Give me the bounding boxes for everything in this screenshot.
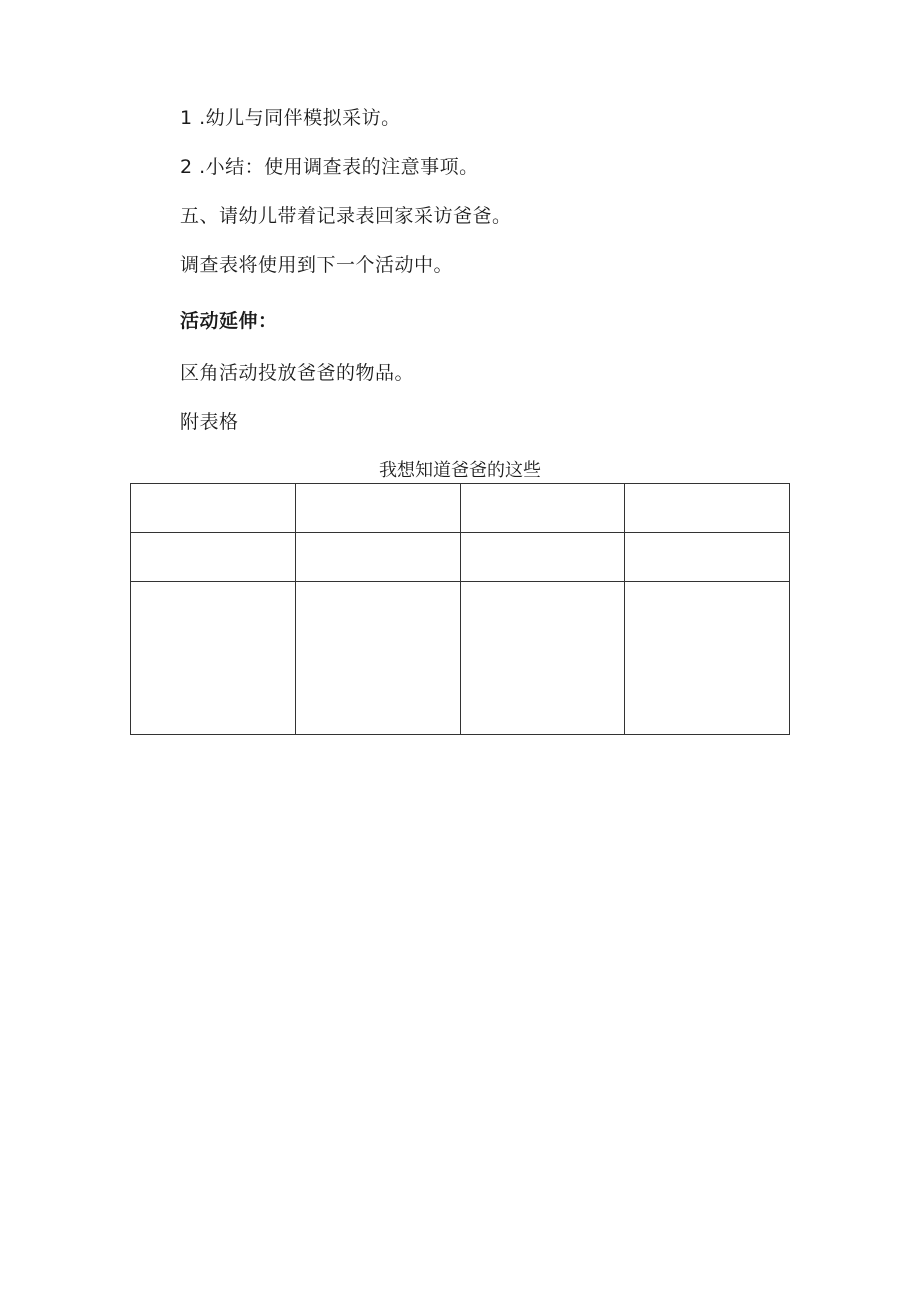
table-cell — [460, 484, 625, 533]
table-cell — [625, 582, 790, 735]
table-cell — [460, 533, 625, 582]
table-cell — [295, 582, 460, 735]
step-2-text: 2 .小结：使用调查表的注意事项。 — [180, 156, 479, 178]
table-cell — [625, 533, 790, 582]
activity-extension-heading: 活动延伸： — [180, 310, 278, 332]
table-row — [131, 484, 790, 533]
table-row — [131, 582, 790, 735]
activity-extension-text: 区角活动投放爸爸的物品。 — [180, 362, 415, 384]
table-cell — [625, 484, 790, 533]
table-title: 我想知道爸爸的这些 — [379, 460, 541, 481]
table-cell — [131, 582, 296, 735]
survey-table — [130, 483, 790, 735]
table-row — [131, 533, 790, 582]
table-cell — [131, 533, 296, 582]
table-cell — [295, 533, 460, 582]
appendix-label: 附表格 — [180, 411, 239, 433]
section-five-text: 五、请幼儿带着记录表回家采访爸爸。 — [180, 205, 512, 227]
table-cell — [131, 484, 296, 533]
table-cell — [295, 484, 460, 533]
step-1-text: 1 .幼儿与同伴模拟采访。 — [180, 107, 401, 129]
table-cell — [460, 582, 625, 735]
survey-note-text: 调查表将使用到下一个活动中。 — [180, 254, 454, 276]
